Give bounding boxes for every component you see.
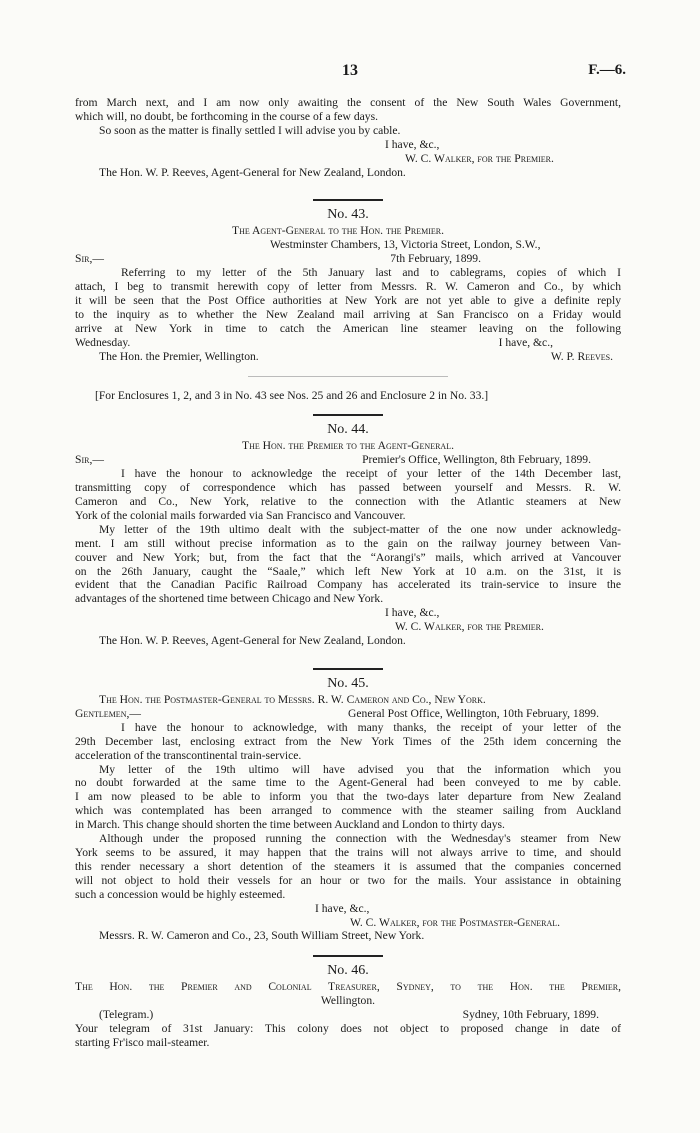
text-line: Wednesday. [75, 335, 131, 349]
signature: W. C. Walker, for the Postmaster-General. [350, 915, 561, 929]
letter-date: 7th February, 1899. [390, 252, 481, 266]
salutation: Sir,— [75, 453, 104, 467]
letter-number: No. 44. [327, 422, 369, 438]
signature: W. C. Walker, for the Premier. [405, 151, 554, 165]
text-line: starting Fr'isco mail-steamer. [75, 1035, 210, 1049]
text-line: from March next, and I am now only awaiting the consent of the New South Wales Government, [75, 96, 621, 109]
text-line: 29th December last, enclosing extract from the New York Times of the 25th idem concerning the [75, 734, 621, 748]
telegram-tag: (Telegram.) [99, 1008, 154, 1022]
closing: I have, &c., [498, 335, 553, 349]
letter-heading: The Hon. the Postmaster-General to Messrs. R. W. Cameron and Co., New York. [99, 693, 486, 706]
salutation-row [75, 707, 621, 721]
text-line: My letter of the 19th ultimo will have advised you that the information which you [99, 762, 621, 776]
text-line: couver and New York; but, from the fact that the “Aorangi's” mails, which arrived at Vancouver [75, 550, 621, 564]
signature: W. C. Walker, for the Premier. [395, 620, 544, 634]
closing: I have, &c., [385, 606, 440, 620]
text-line: to the inquiry as to whether the New Zealand mail arriving at San Francisco on a Friday would [75, 307, 621, 321]
signature-row [75, 350, 621, 364]
text-line: which will, no doubt, be forthcoming in the course of a few days. [75, 109, 378, 123]
closing-row [75, 336, 621, 350]
letter-place: Westminster Chambers, 13, Victoria Street, London, S.W., [270, 238, 541, 252]
text-line: York of the colonial mails forwarded via San Francisco and Vancouver. [75, 508, 406, 522]
signature: W. P. Reeves. [550, 349, 613, 363]
text-line: no doubt forwarded at the same time to the Agent-General had been conveyed to me by cable. [75, 776, 621, 790]
text-line: Referring to my letter of the 5th January last and to cablegrams, copies of which I [121, 266, 621, 280]
addressee: Messrs. R. W. Cameron and Co., 23, South William Street, New York. [99, 929, 425, 943]
text-line: Your telegram of 31st January: This colony does not object to proposed change in date of [75, 1022, 621, 1036]
page-number: 13 [342, 62, 358, 79]
text-line: such a concession would be highly esteemed. [75, 887, 286, 901]
text-line: I am now pleased to be able to inform you that the two-days later departure from New Zealand [75, 790, 621, 804]
text-line: arrive at New York in time to catch the American line steamer leaving on the following [75, 321, 621, 335]
text-line: advantages of the shortened time between Chicago and New York. [75, 592, 384, 606]
letter-date: General Post Office, Wellington, 10th February, 1899. [348, 706, 599, 720]
text-line: it will be seen that the Post Office authorities at New York are not yet able to give a definite reply [75, 293, 621, 307]
letter-number: No. 45. [327, 676, 369, 691]
text-line: in March. This change should shorten the time between Auckland and London to thirty days. [75, 818, 505, 832]
text-line: acceleration of the transcontinental train-service. [75, 748, 302, 762]
document-body [75, 96, 621, 1050]
letter-heading: Wellington. [320, 994, 376, 1008]
letter-number: No. 46. [327, 963, 369, 979]
salutation: Sir,— [75, 252, 104, 266]
salutation-row [75, 252, 621, 266]
salutation-row [75, 453, 621, 467]
text-line: which was contemplated has been arranged to commence with the steamer sailing from Auckland [75, 804, 621, 818]
closing: I have, &c., [315, 901, 370, 915]
telegram-row [75, 1008, 621, 1022]
letter-date: Premier's Office, Wellington, 8th February, 1899. [362, 453, 591, 467]
text-line: transmitting copy of correspondence which has passed between yourself and Messrs. R. W. [75, 481, 621, 495]
letter-heading: The Hon. the Premier to the Agent-General. [242, 439, 454, 453]
text-line: Although under the proposed running the connection with the Wednesday's steamer from New [99, 832, 621, 846]
text-line: Cameron and Co., New York, relative to the connection with the Atlantic steamers at New [75, 495, 621, 509]
addressee: The Hon. W. P. Reeves, Agent-General for New Zealand, London. [99, 634, 406, 648]
text-line: I have the honour to acknowledge the receipt of your letter of the 14th December last, [121, 467, 621, 481]
text-line: this render necessary a short detention of the steamers it is assumed that the companies concerned [75, 859, 621, 873]
document-reference: F.—6. [588, 62, 626, 78]
letter-date: Sydney, 10th February, 1899. [462, 1008, 599, 1022]
addressee: The Hon. the Premier, Wellington. [99, 349, 259, 363]
letter-number: No. 43. [327, 207, 369, 223]
text-line: I have the honour to acknowledge, with many thanks, the receipt of your letter of the [121, 720, 621, 734]
salutation: Gentlemen,— [75, 706, 141, 720]
text-line: So soon as the matter is finally settled I will advise you by cable. [99, 123, 401, 137]
addressee: The Hon. W. P. Reeves, Agent-General for New Zealand, London. [99, 165, 406, 179]
text-line: attach, I beg to transmit herewith copy of letter from Messrs. R. W. Cameron and Co., by which [75, 280, 621, 294]
text-line: My letter of the 19th ultimo dealt with the subject-matter of the one now under acknowledg- [99, 522, 621, 536]
text-line: will not object to hold their vessels for an hour or two for the mails. Your assistance in obtaining [75, 873, 621, 887]
text-line: evident that the Canadian Pacific Railroad Company has accelerated its train-service to insure the [75, 578, 621, 592]
closing: I have, &c., [385, 137, 440, 151]
text-line: York seems to be assured, it may happen that the trains will not always arrive to time, and should [75, 845, 621, 859]
text-line: on the 26th January, caught the “Saale,” which left New York at 10 a.m. on the 31st, it is [75, 564, 621, 578]
enclosure-note: [For Enclosures 1, 2, and 3 in No. 43 see Nos. 25 and 26 and Enclosure 2 in No. 33.] [95, 388, 489, 402]
letter-heading: The Agent-General to the Hon. the Premier. [232, 224, 444, 238]
text-line: ment. I am still without precise information as to the gain on the railway journey between Van- [75, 536, 621, 550]
page-header [0, 64, 700, 82]
letter-heading: The Hon. the Premier and Colonial Treasurer, Sydney, to the Hon. the Premier, [75, 980, 621, 994]
